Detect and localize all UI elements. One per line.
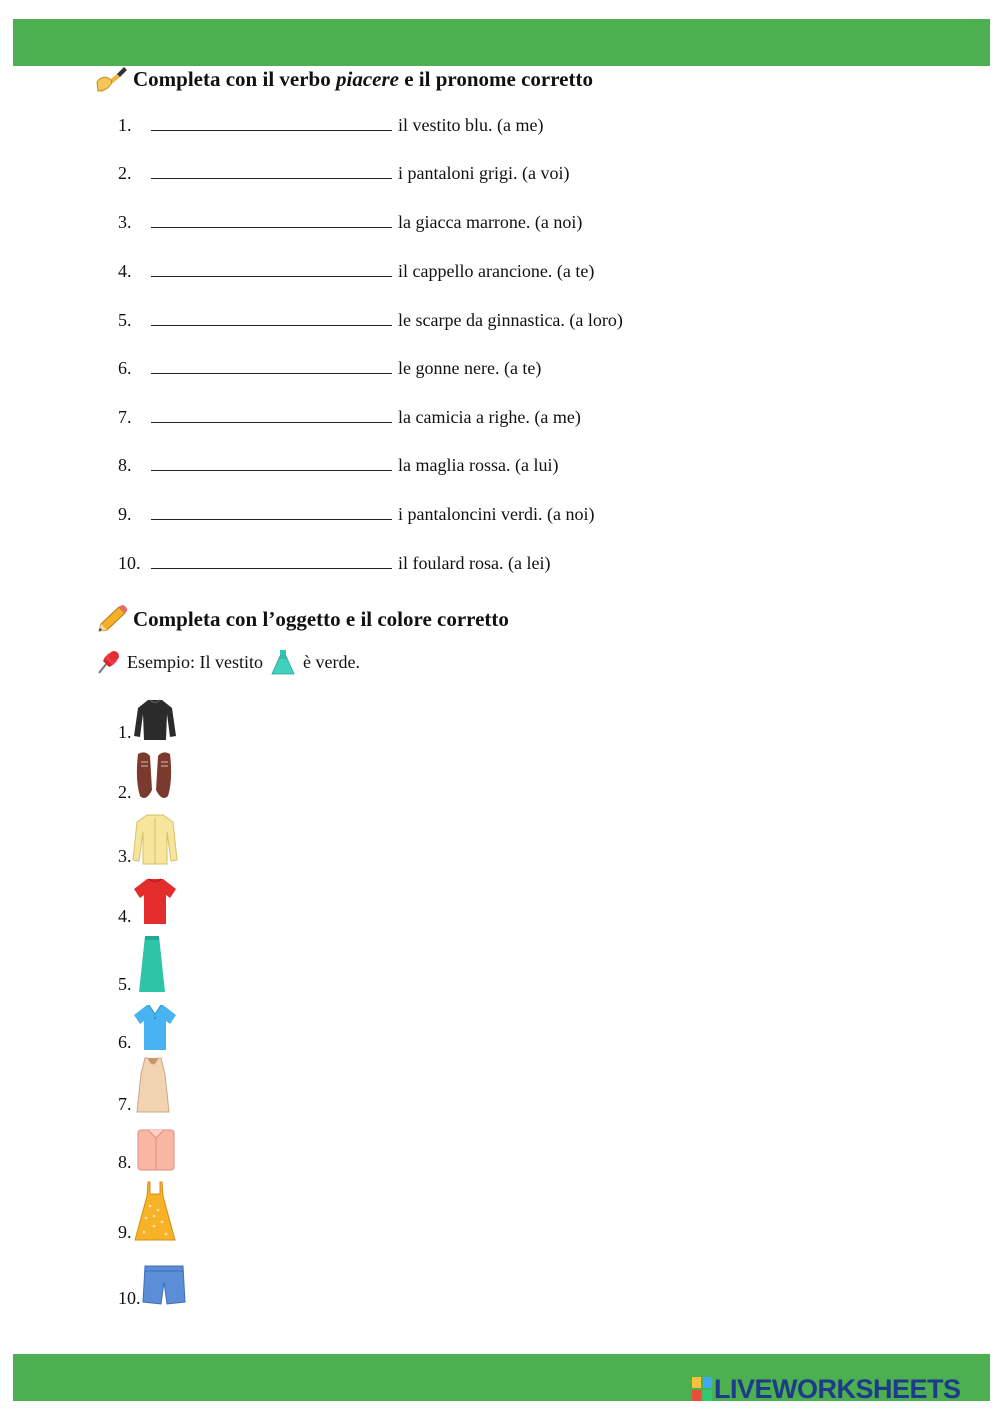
example-text-before: Esempio: Il vestito	[127, 651, 263, 672]
list-item	[118, 210, 582, 234]
yellow-shirt-icon	[132, 812, 178, 866]
item-text: il vestito blu. (a me)	[398, 115, 544, 135]
section1-title-italic: piacere	[335, 66, 399, 91]
list-item	[118, 453, 558, 477]
picture-item	[118, 1126, 178, 1172]
item-number: 4.	[118, 261, 132, 281]
picture-item	[118, 1056, 174, 1114]
answer-blank[interactable]	[151, 553, 392, 569]
item-text: le gonne nere. (a te)	[398, 358, 542, 378]
item-text: la camicia a righe. (a me)	[398, 407, 581, 427]
list-item	[118, 161, 569, 185]
list-item	[118, 308, 623, 332]
item-text: il cappello arancione. (a te)	[398, 261, 595, 281]
picture-item	[118, 1180, 178, 1242]
picture-item	[118, 1262, 187, 1308]
item-text: le scarpe da ginnastica. (a loro)	[398, 310, 623, 330]
list-item	[118, 113, 543, 137]
answer-blank[interactable]	[151, 504, 392, 520]
picture-item	[118, 812, 178, 866]
item-number: 5.	[118, 310, 132, 330]
answer-blank[interactable]	[151, 163, 392, 179]
picture-item	[118, 696, 178, 742]
writing-hand-icon	[95, 64, 129, 94]
item-text: i pantaloncini verdi. (a noi)	[398, 504, 595, 524]
item-number: 7.	[118, 1094, 132, 1114]
denim-shorts-icon	[141, 1262, 187, 1308]
picture-item	[118, 1002, 178, 1052]
liveworksheets-logo-icon	[692, 1377, 712, 1401]
answer-blank[interactable]	[151, 310, 392, 326]
answer-blank[interactable]	[151, 212, 392, 228]
item-number: 3.	[118, 846, 132, 866]
item-number: 8.	[118, 455, 132, 475]
section1-title-after: e il pronome corretto	[404, 66, 593, 91]
example-sentence	[95, 648, 360, 676]
beige-tank-top-icon	[132, 1056, 174, 1114]
item-number: 6.	[118, 358, 132, 378]
picture-item	[118, 876, 178, 926]
item-number: 1.	[118, 722, 132, 742]
answer-blank[interactable]	[151, 455, 392, 471]
blue-polo-icon	[132, 1002, 178, 1052]
answer-blank[interactable]	[151, 261, 392, 277]
section1-title	[95, 64, 593, 94]
item-text: la giacca marrone. (a noi)	[398, 212, 583, 232]
list-item	[118, 405, 581, 429]
item-number: 3.	[118, 212, 132, 232]
item-number: 1.	[118, 115, 132, 135]
green-skirt-icon	[132, 934, 172, 994]
liveworksheets-logo	[692, 1374, 961, 1404]
item-number: 5.	[118, 974, 132, 994]
black-sweater-icon	[132, 696, 178, 742]
item-number: 8.	[118, 1152, 132, 1172]
list-item	[118, 259, 594, 283]
item-text: la maglia rossa. (a lui)	[398, 455, 559, 475]
answer-blank[interactable]	[151, 115, 392, 131]
item-number: 2.	[118, 782, 132, 802]
list-item	[118, 356, 541, 380]
picture-item	[118, 934, 172, 994]
item-number: 2.	[118, 163, 132, 183]
answer-blank[interactable]	[151, 358, 392, 374]
section1-title-before: Completa con il verbo	[133, 66, 331, 91]
item-number: 6.	[118, 1032, 132, 1052]
item-number: 10.	[118, 553, 141, 573]
pencil-icon	[95, 604, 129, 634]
top-green-band	[13, 19, 990, 66]
item-number: 10.	[118, 1288, 141, 1308]
example-text-after: è verde.	[302, 651, 360, 672]
picture-item	[118, 750, 178, 802]
item-number: 4.	[118, 906, 132, 926]
brown-shoes-icon	[132, 750, 178, 802]
answer-blank[interactable]	[151, 407, 392, 423]
item-number: 9.	[118, 504, 132, 524]
list-item	[118, 551, 550, 575]
item-number: 7.	[118, 407, 132, 427]
liveworksheets-logo-text: LIVEWORKSHEETS	[714, 1374, 961, 1404]
item-text: i pantaloni grigi. (a voi)	[398, 163, 570, 183]
section2-title	[95, 604, 509, 634]
red-tshirt-icon	[132, 876, 178, 926]
item-number: 9.	[118, 1222, 132, 1242]
section2-title-text: Completa con l’oggetto e il colore corretto	[133, 606, 509, 631]
pushpin-icon	[95, 649, 121, 675]
item-text: il foulard rosa. (a lei)	[398, 553, 551, 573]
orange-dress-icon	[132, 1180, 178, 1242]
pink-shirt-icon	[132, 1126, 178, 1172]
green-dress-icon	[269, 648, 297, 676]
list-item	[118, 502, 594, 526]
